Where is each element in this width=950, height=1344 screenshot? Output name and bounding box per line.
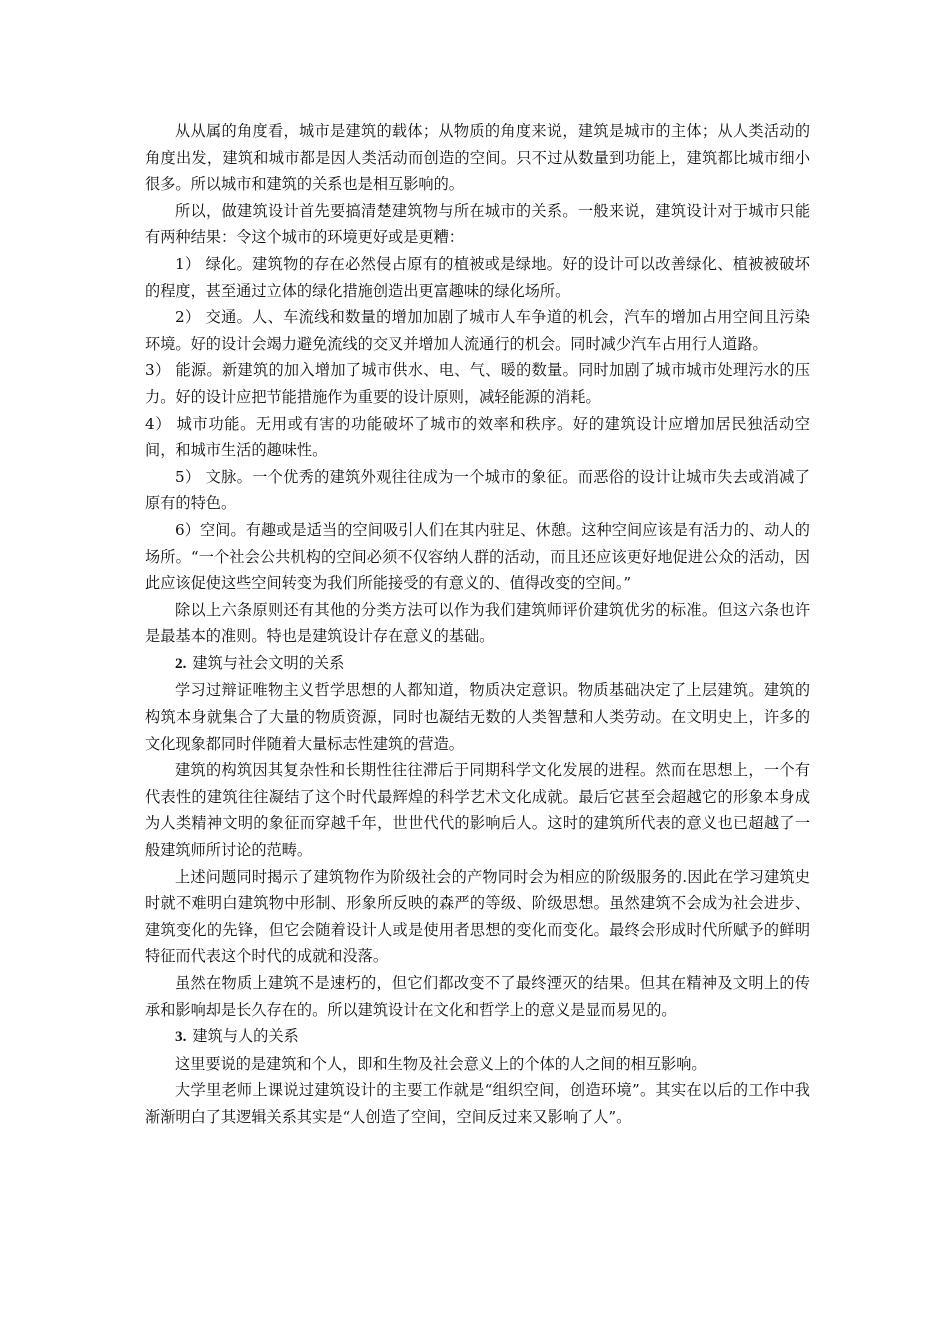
paragraph-summary: 除以上六条原则还有其他的分类方法可以作为我们建筑师评价建筑优劣的标准。但这六条也许是最基本的准则。特也是建筑设计存在意义的基础。 xyxy=(145,600,810,646)
paragraph: 上述问题同时揭示了建筑物作为阶级社会的产物同时会为相应的阶级服务的.因此在学习建筑史时就不难明白建筑物中形制、形象所反映的森严的等级、阶级思想。虽然建筑不会成为社会进步、建筑变化的先锋，但它会随着设计人或是使用者思想的变化而变化。最终会形成时代所赋予的鲜明特征而代表这个时代的成就和没落。 xyxy=(145,867,810,966)
section-heading-2 xyxy=(145,650,810,678)
paragraph: 大学里老师上课说过建筑设计的主要工作就是“组织空间，创造环境”。其实在以后的工作中我渐渐明白了其逻辑关系其实是“人创造了空间，空间反过来又影响了人”。 xyxy=(145,1081,810,1126)
paragraph: 学习过辩证唯物主义哲学思想的人都知道，物质决定意识。物质基础决定了上层建筑。建筑的构筑本身就集合了大量的物质资源，同时也凝结无数的人类智慧和人类劳动。在文明史上，许多的文化现象都同时伴随着大量标志性建筑的营造。 xyxy=(145,681,810,753)
section-number: 2. xyxy=(175,654,187,672)
section-heading-3 xyxy=(145,1023,810,1051)
paragraph: 虽然在物质上建筑不是速朽的，但它们都改变不了最终湮灭的结果。但其在精神及文明上的传承和影响却是长久存在的。所以建筑设计在文化和哲学上的意义是显而易见的。 xyxy=(145,974,810,1019)
list-item-energy: 3） 能源。新建筑的加入增加了城市供水、电、气、暖的数量。同时加剧了城市城市处理污水的压力。好的设计应把节能措施作为重要的设计原则，减轻能源的消耗。 xyxy=(145,361,810,406)
section-title: 建筑与人的关系 xyxy=(192,1027,299,1046)
list-item-greening: 1） 绿化。建筑物的存在必然侵占原有的植被或是绿地。好的设计可以改善绿化、植被被破坏的程度，甚至通过立体的绿化措施创造出更富趣味的绿化场所。 xyxy=(145,254,810,300)
list-item-traffic: 2） 交通。人、车流线和数量的增加加剧了城市人车争道的机会，汽车的增加占用空间且污染环境。好的设计会竭力避免流线的交叉并增加人流通行的机会。同时减少汽车占用行人道路。 xyxy=(145,308,810,353)
paragraph-relationship: 所以，做建筑设计首先要搞清楚建筑物与所在城市的关系。一般来说，建筑设计对于城市只能有两种结果：令这个城市的环境更好或是更糟： xyxy=(145,201,810,247)
list-item-urban-function: 4） 城市功能。无用或有害的功能破坏了城市的效率和秩序。好的建筑设计应增加居民独活动空间，和城市生活的趣味性。 xyxy=(145,414,810,460)
paragraph: 建筑的构筑因其复杂性和长期性往往滞后于同期科学文化发展的进程。然而在思想上，一个有代表性的建筑往往凝结了这个时代最辉煌的科学艺术文化成就。最后它甚至会超越它的形象本身成为人类精神文明的象征而穿越千年，世世代代的影响后人。这时的建筑所代表的意义也已超越了一般建筑师所讨论的范畴。 xyxy=(145,761,810,860)
paragraph-intro: 从从属的角度看，城市是建筑的载体；从物质的角度来说，建筑是城市的主体；从人类活动的角度出发，建筑和城市都是因人类活动而创造的空间。只不过从数量到功能上，建筑都比城市细小很多。所以城市和建筑的关系也是相互影响的。 xyxy=(145,122,810,194)
list-item-context: 5） 文脉。一个优秀的建筑外观往往成为一个城市的象征。而恶俗的设计让城市失去或消减了原有的特色。 xyxy=(145,467,810,513)
paragraph: 这里要说的是建筑和个人，即和生物及社会意义上的个体的人之间的相互影响。 xyxy=(175,1054,707,1073)
section-title: 建筑与社会文明的关系 xyxy=(192,653,345,672)
list-item-space: 6）空间。有趣或是适当的空间吸引人们在其内驻足、休憩。这种空间应该是有活力的、动人的场所。“一个社会公共机构的空间必须不仅容纳人群的活动，而且还应该更好地促进公众的活动，因此应该促使这些空间转变为我们所能接受的有意义的、值得改变的空间。” xyxy=(145,520,810,593)
document-page xyxy=(145,118,810,1131)
section-number: 3. xyxy=(175,1028,187,1046)
